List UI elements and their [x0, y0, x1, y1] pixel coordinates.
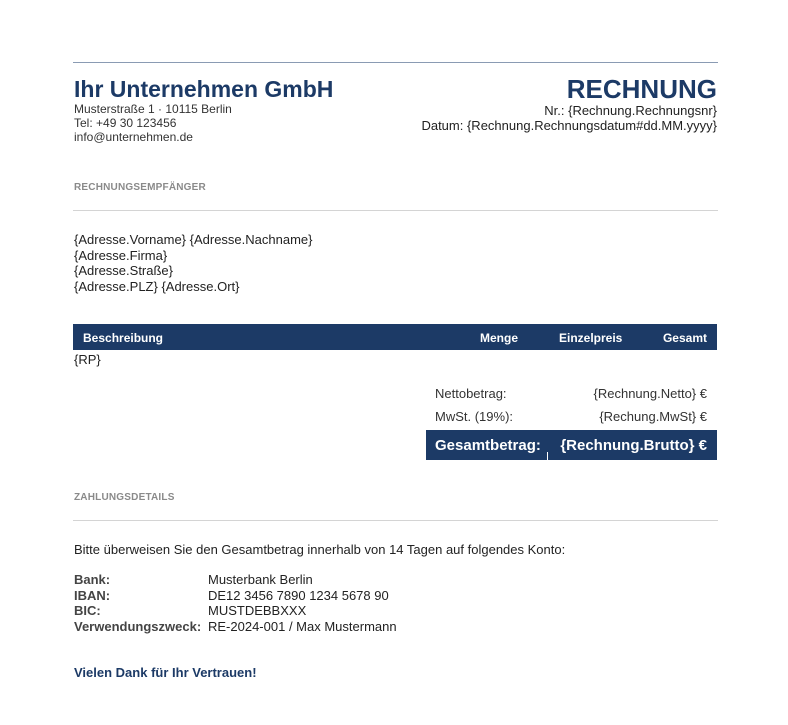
bic-row — [74, 603, 397, 619]
gross-total-bar — [426, 430, 717, 460]
invoice-title: RECHNUNG — [566, 74, 717, 104]
top-divider — [73, 62, 718, 63]
thank-you-note: Vielen Dank für Ihr Vertrauen! — [74, 665, 257, 680]
recipient-address — [74, 232, 312, 294]
invoice-number: Nr.: {Rechnung.Rechnungsnr} — [544, 103, 717, 118]
positions-placeholder: {RP} — [74, 352, 101, 367]
payment-divider — [73, 520, 718, 521]
gross-label: Gesamtbetrag: — [435, 437, 541, 454]
recipient-street: {Adresse.Straße} — [74, 263, 173, 278]
recipient-label: RECHNUNGSEMPFÄNGER — [74, 182, 206, 193]
bank-row — [74, 572, 397, 588]
gross-value: {Rechnung.Brutto} € — [560, 437, 707, 454]
header-total: Gesamt — [662, 331, 707, 345]
invoice-header — [421, 75, 717, 133]
bic-key: BIC: — [74, 603, 101, 618]
recipient-company: {Adresse.Firma} — [74, 247, 168, 263]
header-quantity: Menge — [480, 331, 519, 345]
bank-details — [74, 572, 397, 634]
reference-value: RE-2024-001 / Max Mustermann — [208, 618, 397, 634]
vat-value: {Rechung.MwSt} € — [599, 409, 707, 424]
invoice-date: Datum: {Rechnung.Rechnungsdatum#dd.MM.yyyy} — [421, 118, 717, 133]
header-description: Beschreibung — [83, 331, 164, 345]
net-label: Nettobetrag: — [435, 386, 507, 401]
company-name: Ihr Unternehmen GmbH — [74, 76, 334, 102]
vat-label: MwSt. (19%): — [435, 409, 514, 424]
net-value: {Rechnung.Netto} € — [593, 386, 707, 401]
total-divider — [547, 452, 548, 460]
recipient-city: {Adresse.PLZ} {Adresse.Ort} — [74, 278, 240, 294]
reference-key: Verwendungszweck: — [74, 618, 202, 634]
company-block — [74, 76, 333, 144]
positions-table-header — [73, 324, 717, 350]
recipient-divider — [73, 210, 718, 211]
recipient-name: {Adresse.Vorname} {Adresse.Nachname} — [74, 232, 313, 247]
bank-value: Musterbank Berlin — [208, 572, 313, 587]
bank-key: Bank: — [74, 572, 111, 587]
iban-key: IBAN: — [74, 587, 111, 603]
payment-label: ZAHLUNGSDETAILS — [74, 492, 175, 503]
payment-instructions: Bitte überweisen Sie den Gesamtbetrag innerhalb von 14 Tagen auf folgendes Konto: — [74, 542, 566, 557]
company-phone: Tel: +49 30 123456 — [74, 116, 177, 130]
iban-row — [74, 588, 397, 604]
company-address: Musterstraße 1 · 10115 Berlin — [74, 102, 232, 116]
header-unit-price: Einzelpreis — [559, 331, 623, 345]
bic-value: MUSTDEBBXXX — [208, 603, 307, 618]
company-email: info@unternehmen.de — [74, 130, 193, 144]
reference-row — [74, 619, 397, 635]
iban-value: DE12 3456 7890 1234 5678 90 — [208, 587, 389, 603]
